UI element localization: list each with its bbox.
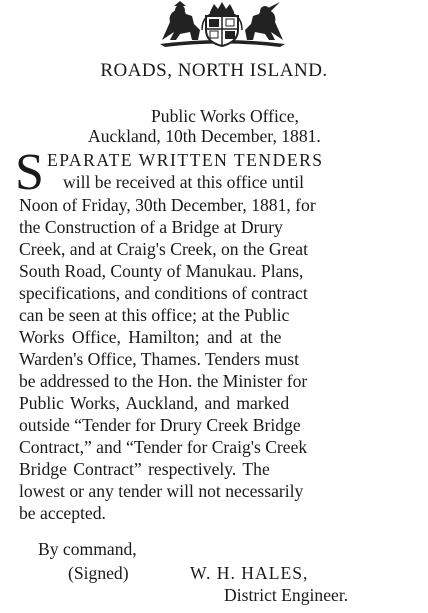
body-line: Creek, and at Craig's Creek, on the Great — [19, 239, 308, 259]
body-line: be accepted. — [19, 503, 106, 523]
body-line: specifications, and conditions of contract — [19, 283, 308, 303]
office-line: Public Works Office, — [151, 106, 299, 126]
body-line: Warden's Office, Thames. Tenders must — [19, 349, 299, 369]
dateline: Auckland, 10th December, 1881. — [88, 126, 321, 146]
signatory-name: W. H. HALES, — [190, 563, 309, 583]
body-line: Public Works, Auckland, and marked — [19, 393, 290, 413]
body-line: EPARATE WRITTEN TENDERS — [47, 150, 324, 170]
royal-coat-of-arms-icon — [140, 0, 305, 48]
signed-label: (Signed) — [68, 563, 129, 583]
body-line: Noon of Friday, 30th December, 1881, for — [19, 195, 316, 215]
body-line: Bridge Contract” respectively. The — [19, 459, 270, 479]
body-line: lowest or any tender will not necessarily — [19, 481, 304, 501]
body-line: will be received at this office until — [63, 172, 305, 192]
body-line: Contract,” and “Tender for Craig's Creek — [19, 437, 308, 457]
body-line: the Construction of a Bridge at Drury — [19, 217, 283, 237]
body-line: South Road, County of Manukau. Plans, — [19, 261, 304, 281]
drop-cap: S — [15, 144, 44, 201]
signatory-title: District Engineer. — [224, 585, 349, 605]
by-command: By command, — [38, 539, 137, 559]
body-line: outside “Tender for Drury Creek Bridge — [19, 415, 301, 435]
body-line: be addressed to the Hon. the Minister for — [19, 371, 308, 391]
body-line: can be seen at this office; at the Public — [19, 305, 290, 325]
body-line: Works Office, Hamilton; and at the — [19, 327, 282, 347]
notice-heading: ROADS, NORTH ISLAND. — [100, 60, 328, 81]
